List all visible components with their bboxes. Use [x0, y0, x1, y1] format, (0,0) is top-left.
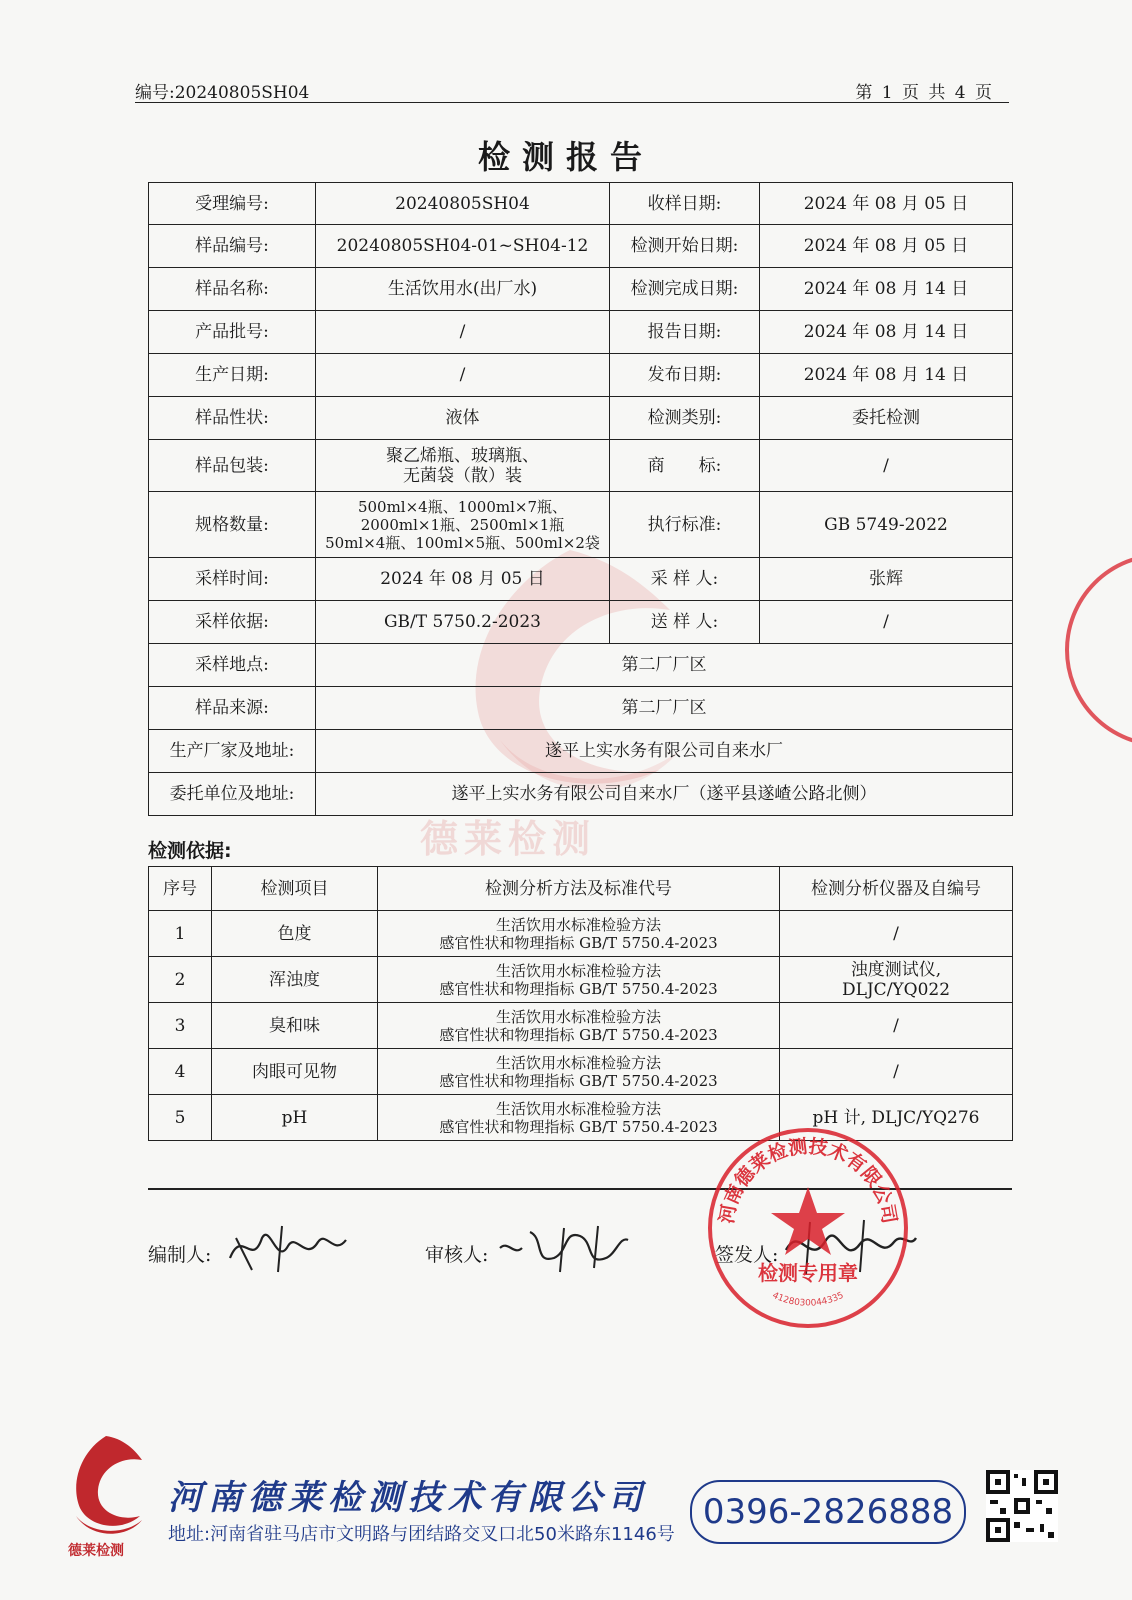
package-line: 聚乙烯瓶、玻璃瓶、: [386, 445, 539, 466]
instrument-line: /: [893, 1015, 899, 1036]
sampling-place-label: 采样地点:: [149, 644, 316, 687]
standard-label: 执行标准:: [610, 492, 760, 558]
instrument: [780, 1049, 1013, 1095]
sample-no-label: 样品编号:: [149, 225, 316, 268]
report-info-table: [148, 182, 1013, 816]
table-row: [149, 311, 1013, 354]
instrument-line: 浊度测试仪,: [850, 959, 942, 980]
company-name: 河南德莱检测技术有限公司: [168, 1478, 648, 1518]
sampling-time-value: 2024 年 08 月 05 日: [316, 558, 610, 601]
instrument-line: pH 计, DLJC/YQ276: [812, 1107, 980, 1128]
column-header: 检测分析仪器及自编号: [780, 867, 1013, 911]
row-number: 4: [149, 1049, 212, 1095]
basis-section-label: 检测依据:: [148, 840, 232, 862]
state-value: 液体: [316, 397, 610, 440]
page-indicator: 第 1 页 共 4 页: [855, 83, 994, 103]
stamp-ring-text: 河南德莱检测技术有限公司: [715, 1135, 901, 1226]
basis-header-row: [149, 867, 1013, 911]
test-start-label: 检测开始日期:: [610, 225, 760, 268]
official-stamp-icon: [705, 1125, 911, 1331]
compiler-label: 编制人:: [148, 1244, 212, 1266]
qr-code-icon: [986, 1470, 1058, 1542]
column-header: 序号: [149, 867, 212, 911]
test-type-label: 检测类别:: [610, 397, 760, 440]
table-row: [149, 440, 1013, 492]
report-date-value: 2024 年 08 月 14 日: [760, 311, 1013, 354]
company-logo-icon: [66, 1432, 146, 1540]
sample-name-value: 生活饮用水(出厂水): [316, 268, 610, 311]
test-item: 肉眼可见物: [212, 1049, 378, 1095]
instrument: [780, 1003, 1013, 1049]
standard-value: GB 5749-2022: [760, 492, 1013, 558]
method-line: 生活饮用水标准检验方法: [495, 1099, 661, 1118]
client-value: 遂平上实水务有限公司自来水厂（遂平县遂嵖公路北侧）: [316, 773, 1013, 816]
header-divider: [135, 102, 1009, 103]
test-method: [378, 1003, 780, 1049]
table-row: [149, 957, 1013, 1003]
column-header: 检测项目: [212, 867, 378, 911]
test-start-value: 2024 年 08 月 05 日: [760, 225, 1013, 268]
test-method: [378, 911, 780, 957]
instrument-line: DLJC/YQ022: [841, 979, 951, 1000]
table-row: [149, 558, 1013, 601]
table-row: [149, 354, 1013, 397]
method-line: 感官性状和物理指标 GB/T 5750.4-2023: [439, 1117, 718, 1136]
compiler-signature-icon: [222, 1218, 352, 1278]
svg-text:4128030044335: [771, 1291, 846, 1309]
brand-value: /: [760, 440, 1013, 492]
table-row: [149, 644, 1013, 687]
row-number: 3: [149, 1003, 212, 1049]
method-line: 生活饮用水标准检验方法: [495, 1053, 661, 1072]
prod-date-value: /: [316, 354, 610, 397]
spec-value: [316, 492, 610, 558]
sender-value: /: [760, 601, 1013, 644]
sampling-basis-label: 采样依据:: [149, 601, 316, 644]
issuer-label: 签发人:: [715, 1244, 779, 1266]
row-number: 2: [149, 957, 212, 1003]
table-row: [149, 730, 1013, 773]
table-row: [149, 1049, 1013, 1095]
package-line: 无菌袋（散）装: [403, 465, 522, 486]
test-item: 色度: [212, 911, 378, 957]
table-row: [149, 183, 1013, 225]
report-date-label: 报告日期:: [610, 311, 760, 354]
test-end-value: 2024 年 08 月 14 日: [760, 268, 1013, 311]
instrument: [780, 957, 1013, 1003]
table-row: [149, 268, 1013, 311]
sample-no-value: 20240805SH04-01~SH04-12: [316, 225, 610, 268]
method-line: 生活饮用水标准检验方法: [495, 915, 661, 934]
client-label: 委托单位及地址:: [149, 773, 316, 816]
issue-date-value: 2024 年 08 月 14 日: [760, 354, 1013, 397]
method-line: 生活饮用水标准检验方法: [495, 1007, 661, 1026]
table-row: [149, 687, 1013, 730]
reviewer-signature-icon: [494, 1218, 634, 1278]
spec-label: 规格数量:: [149, 492, 316, 558]
source-value: 第二厂厂区: [316, 687, 1013, 730]
package-value: [316, 440, 610, 492]
table-row: [149, 397, 1013, 440]
test-type-value: 委托检测: [760, 397, 1013, 440]
source-label: 样品来源:: [149, 687, 316, 730]
sampling-place-value: 第二厂厂区: [316, 644, 1013, 687]
instrument-line: /: [893, 1061, 899, 1082]
page-title: 检测报告: [477, 138, 654, 176]
test-method: [378, 957, 780, 1003]
spec-line: 2000ml×1瓶、2500ml×1瓶: [360, 515, 565, 534]
table-row: [149, 911, 1013, 957]
accept-no-value: 20240805SH04: [316, 183, 610, 225]
instrument-line: /: [893, 923, 899, 944]
method-line: 感官性状和物理指标 GB/T 5750.4-2023: [439, 933, 718, 952]
test-item: 浑浊度: [212, 957, 378, 1003]
maker-value: 遂平上实水务有限公司自来水厂: [316, 730, 1013, 773]
reviewer-label: 审核人:: [425, 1244, 489, 1266]
method-line: 感官性状和物理指标 GB/T 5750.4-2023: [439, 979, 718, 998]
table-row: [149, 1003, 1013, 1049]
receive-date-value: 2024 年 08 月 05 日: [760, 183, 1013, 225]
logo-caption: 德莱检测: [68, 1543, 124, 1559]
table-row: [149, 773, 1013, 816]
prod-date-label: 生产日期:: [149, 354, 316, 397]
partial-stamp-icon: [1062, 550, 1132, 750]
state-label: 样品性状:: [149, 397, 316, 440]
receive-date-label: 收样日期:: [610, 183, 760, 225]
test-item: 臭和味: [212, 1003, 378, 1049]
stamp-number: 4128030044335: [770, 1290, 846, 1309]
company-address: 地址:河南省驻马店市文明路与团结路交叉口北50米路东1146号: [168, 1524, 675, 1545]
stamp-center-text: 检测专用章: [758, 1261, 858, 1285]
table-row: [149, 225, 1013, 268]
test-end-label: 检测完成日期:: [610, 268, 760, 311]
method-line: 感官性状和物理指标 GB/T 5750.4-2023: [439, 1025, 718, 1044]
sampler-label: 采 样 人:: [610, 558, 760, 601]
accept-no-label: 受理编号:: [149, 183, 316, 225]
batch-label: 产品批号:: [149, 311, 316, 354]
sample-name-label: 样品名称:: [149, 268, 316, 311]
sender-label: 送 样 人:: [610, 601, 760, 644]
sampler-value: 张辉: [760, 558, 1013, 601]
sampling-basis-value: GB/T 5750.2-2023: [316, 601, 610, 644]
test-method: [378, 1049, 780, 1095]
report-number: 编号:20240805SH04: [135, 83, 310, 103]
table-row: [149, 492, 1013, 558]
row-number: 1: [149, 911, 212, 957]
sampling-time-label: 采样时间:: [149, 558, 316, 601]
phone-number: 0396-2826888: [690, 1480, 966, 1544]
brand-label: 商 标:: [610, 440, 760, 492]
method-line: 生活饮用水标准检验方法: [495, 961, 661, 980]
batch-value: /: [316, 311, 610, 354]
package-label: 样品包装:: [149, 440, 316, 492]
spec-line: 50ml×4瓶、100ml×5瓶、500ml×2袋: [325, 533, 600, 552]
issue-date-label: 发布日期:: [610, 354, 760, 397]
basis-table: [148, 866, 1013, 1141]
column-header: 检测分析方法及标准代号: [378, 867, 780, 911]
row-number: 5: [149, 1095, 212, 1141]
watermark-text: 德莱检测: [420, 817, 597, 861]
spec-line: 500ml×4瓶、1000ml×7瓶、: [357, 497, 568, 516]
test-item: pH: [212, 1095, 378, 1141]
maker-label: 生产厂家及地址:: [149, 730, 316, 773]
method-line: 感官性状和物理指标 GB/T 5750.4-2023: [439, 1071, 718, 1090]
table-row: [149, 601, 1013, 644]
instrument: [780, 911, 1013, 957]
